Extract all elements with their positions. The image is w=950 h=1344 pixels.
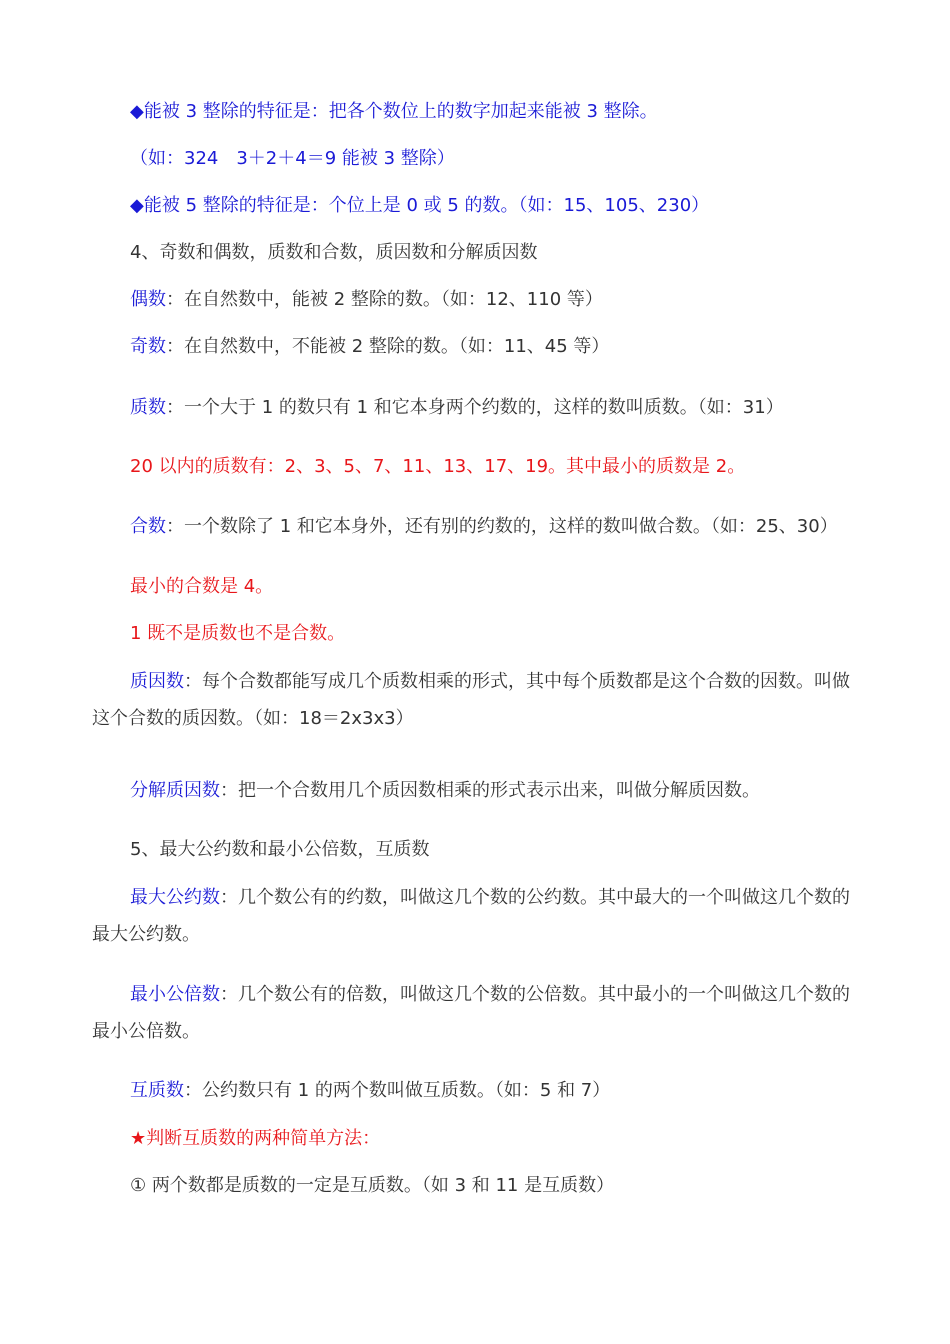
definition-text: ：一个数除了 1 和它本身外，还有别的约数的，这样的数叫做合数。（如：25、30） <box>166 516 838 537</box>
coprime-method-1: ① 两个数都是质数的一定是互质数。（如 3 和 11 是互质数） <box>130 1175 615 1196</box>
definition-text: ：一个大于 1 的数只有 1 和它本身两个约数的，这样的数叫质数。（如：31） <box>166 397 784 418</box>
definition-prime-number <box>130 395 862 421</box>
term-lcm: 最小公倍数 <box>130 984 220 1005</box>
term-coprime: 互质数 <box>130 1080 184 1101</box>
definition-gcd <box>92 879 862 953</box>
definition-even-number <box>130 287 862 313</box>
definition-text: ：几个数公有的约数，叫做这几个数的公约数。其中最大的一个叫做这几个数的最大公约数。 <box>92 887 850 945</box>
term-prime-number: 质数 <box>130 397 166 418</box>
rule-divisible-by-3: ◆能被 3 整除的特征是：把各个数位上的数字加起来能被 3 整除。 <box>130 101 658 122</box>
definition-text: ：在自然数中，不能被 2 整除的数。（如：11、45 等） <box>166 336 610 357</box>
primes-under-20: 20 以内的质数有：2、3、5、7、11、13、17、19。其中最小的质数是 2。 <box>130 456 746 477</box>
definition-prime-factor <box>92 663 862 737</box>
definition-lcm <box>92 976 862 1050</box>
section-heading-4: 4、奇数和偶数，质数和合数，质因数和分解质因数 <box>130 242 538 263</box>
section-heading-5: 5、最大公约数和最小公倍数，互质数 <box>130 839 430 860</box>
term-prime-factorization: 分解质因数 <box>130 780 220 801</box>
term-prime-factor: 质因数 <box>130 671 184 692</box>
definition-text: ：把一个合数用几个质因数相乘的形式表示出来，叫做分解质因数。 <box>220 780 760 801</box>
one-neither-note: 1 既不是质数也不是合数。 <box>130 623 346 644</box>
coprime-methods-heading: ★判断互质数的两种简单方法： <box>130 1128 381 1149</box>
example-divisible-by-3: （如：324 3＋2＋4＝9 能被 3 整除） <box>130 148 455 169</box>
definition-composite-number <box>130 514 862 540</box>
definition-odd-number <box>130 334 862 360</box>
definition-text: ：每个合数都能写成几个质数相乘的形式，其中每个质数都是这个合数的因数。叫做这个合数的质因数。（如：18＝2x3x3） <box>92 671 850 729</box>
term-odd-number: 奇数 <box>130 336 166 357</box>
definition-text: ：公约数只有 1 的两个数叫做互质数。（如：5 和 7） <box>184 1080 611 1101</box>
term-composite-number: 合数 <box>130 516 166 537</box>
term-even-number: 偶数 <box>130 289 166 310</box>
rule-divisible-by-5: ◆能被 5 整除的特征是：个位上是 0 或 5 的数。（如：15、105、230） <box>130 195 710 216</box>
definition-text: ：几个数公有的倍数，叫做这几个数的公倍数。其中最小的一个叫做这几个数的最小公倍数。 <box>92 984 850 1042</box>
definition-coprime <box>130 1078 862 1104</box>
definition-prime-factorization <box>130 778 862 804</box>
definition-text: ：在自然数中，能被 2 整除的数。（如：12、110 等） <box>166 289 603 310</box>
smallest-composite-note: 最小的合数是 4。 <box>130 576 274 597</box>
term-gcd: 最大公约数 <box>130 887 220 908</box>
